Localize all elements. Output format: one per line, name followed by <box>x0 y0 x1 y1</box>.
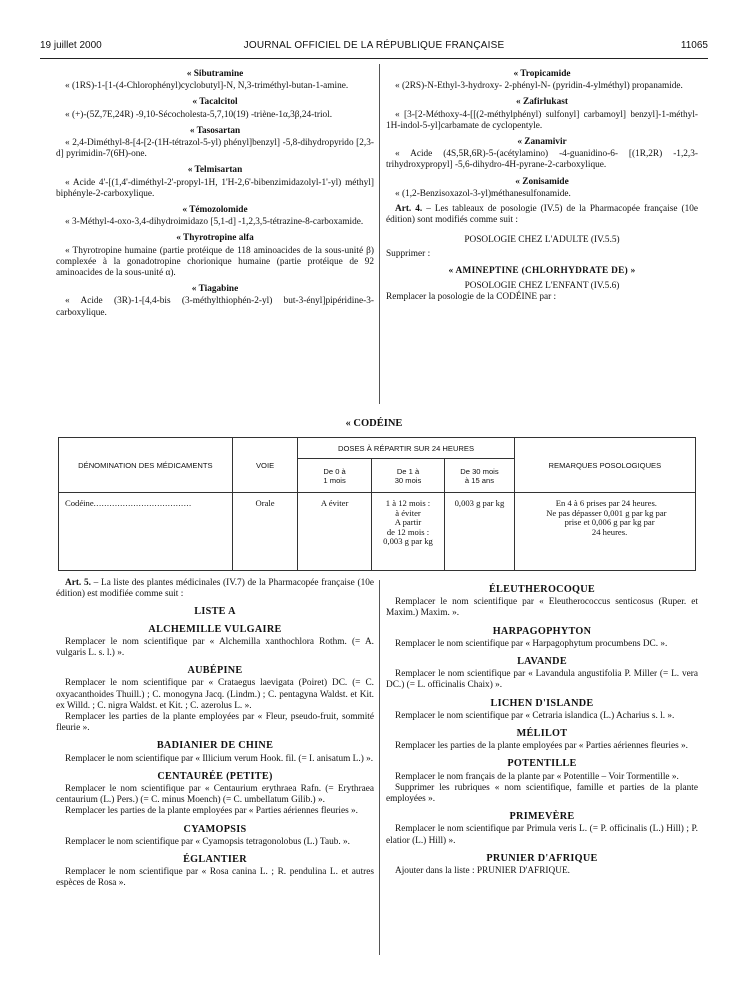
entry-title: « Témozolomide <box>182 205 248 216</box>
entry-title: « Zafirlukast <box>516 97 568 108</box>
entry-title: « Tasosartan <box>189 125 241 136</box>
th-doses: DOSES À RÉPARTIR SUR 24 HEURES <box>298 438 514 459</box>
plant-text: Ajouter dans la liste : PRUNIER D'AFRIQUE. <box>395 866 570 877</box>
plant-text: Remplacer le nom scientifique par « Illicium verum Hook. fil. (= I. anisatum L.) ». <box>65 753 374 764</box>
entry-text: « 3-Méthyl-4-oxo-3,4-dihydroimidazo [5,1-d] -1,2,3,5-tétrazine-8-carboxamide. <box>65 217 364 228</box>
entry-title: « Zanamivir <box>517 137 567 148</box>
entry-title: « Thyrotropine alfa <box>176 233 254 244</box>
plant-heading: ÉLEUTHEROCOQUE <box>488 584 596 595</box>
entry-text: « [3-[2-Méthoxy-4-[[(2-méthylphényl) sulfonyl] carbamoyl] benzyl]-1-méthyl-1H-indol-5-yl]carbamate de cyclopentyle. <box>386 109 698 131</box>
entry-text: « (1RS)-1-[1-(4-Chlorophényl)cyclobutyl]-N, N,3-triméthyl-butan-1-amine. <box>65 81 349 92</box>
art4-amineptine: « AMINEPTINE (CHLORHYDRATE DE) » <box>448 265 636 276</box>
header-rule <box>40 58 708 59</box>
plant-text: Remplacer le nom scientifique par « Rosa canina L. ; R. pendulina L. et autres espèces de Rosa ». <box>56 867 374 889</box>
top-left-column <box>56 64 374 319</box>
entry-text: « (2RS)-N-Ethyl-3-hydroxy- 2-phényl-N- (pyridin-4-ylméthyl) propanamide. <box>395 81 683 92</box>
plant-text: Remplacer les parties de la plante employées par « Fleur, pseudo-fruit, sommité fleurie ». <box>56 712 374 734</box>
page-header <box>40 40 708 56</box>
art4-remplacer: Remplacer la posologie de la CODÉINE par : <box>386 292 557 303</box>
td-denomination-text: Codéine <box>65 498 94 508</box>
entry-text: « (1,2-Benzisoxazol-3-yl)méthanesulfonamide. <box>395 188 571 199</box>
entry-title: « Sibutramine <box>186 69 244 79</box>
plant-heading: CYAMOPSIS <box>183 823 247 835</box>
th-age-0-1: De 0 à 1 mois <box>298 459 371 493</box>
entry-title: « Telmisartan <box>187 165 243 176</box>
entry-text: « (+)-(5Z,7E,24R) -9,10-Sécocholesta-5,7,10(19) -triène-1α,3β,24-triol. <box>65 109 333 120</box>
plant-heading: PRIMEVÈRE <box>509 811 575 823</box>
entry-text: « Acide (4S,5R,6R)-5-(acétylamino) -4-guanidino-6- [(1R,2R) -1,2,3-trihydroxypropyl] -5,6-dihydro-4H-pyrane-2-carboxylique. <box>386 149 698 171</box>
art4-adult-heading: POSOLOGIE CHEZ L'ADULTE (IV.5.5) <box>464 235 620 246</box>
plant-text: Remplacer le nom scientifique par « Cetraria islandica (L.) Acharius s. l. ». <box>395 710 675 721</box>
th-voie: VOIE <box>232 438 298 493</box>
column-separator-top <box>379 64 380 404</box>
th-remarques: REMARQUES POSOLOGIQUES <box>514 438 695 493</box>
plant-heading: ÉGLANTIER <box>183 854 247 866</box>
plant-text: Remplacer le nom scientifique par « Centaurium erythraea Rafn. (= Erythraea centaurium (L.) Pers.) (= C. minus Moench) (= C. umbellatum Gilib.) ». <box>56 784 374 806</box>
art4-supprimer: Supprimer : <box>386 248 431 259</box>
header-date: 19 juillet 2000 <box>40 40 102 51</box>
plant-heading: LAVANDE <box>517 656 567 668</box>
plant-heading: BADIANIER DE CHINE <box>156 740 274 752</box>
plant-heading: POTENTILLE <box>507 758 577 770</box>
entry-text: « Thyrotropine humaine (partie protéique de 118 aminoacides de la sous-unité β) complexée à la gonadotropine chorionique humaine (partie protéique de 92 aminoacides de la sous-unité α). <box>56 245 374 279</box>
liste-a-heading: LISTE A <box>194 606 236 618</box>
entry-title: « Tacalcitol <box>192 97 238 108</box>
th-age-30-15: De 30 mois à 15 ans <box>445 459 515 493</box>
plant-text: Remplacer les parties de la plante employées par « Parties aériennes fleuries ». <box>395 741 688 752</box>
td-voie: Orale <box>232 493 298 571</box>
plant-text: Remplacer le nom scientifique par « Cyamopsis tetragonolobus (L.) Taub. ». <box>65 836 350 847</box>
art5-label: Art. 5. <box>65 578 91 588</box>
plant-text: Remplacer le nom scientifique par « Alchemilla xanthochlora Rothm. (= A. vulgaris L. s. l.) ». <box>56 636 374 659</box>
td-age-1-30: 1 à 12 mois : à éviter A partir de 12 mois : 0,003 g par kg <box>371 493 444 571</box>
plant-heading: HARPAGOPHYTON <box>492 625 592 637</box>
td-age-30-15: 0,003 g par kg <box>445 493 515 571</box>
bottom-right-column <box>386 578 698 877</box>
entry-text: « 2,4-Diméthyl-8-[4-[2-(1H-tétrazol-5-yl) phényl]benzyl] -5,8-dihydropyrido [2,3-d] pyrimidin-7(6H)-one. <box>56 138 374 160</box>
plant-text: Remplacer le nom scientifique par « Lavandula angustifolia P. Miller (= L. vera DC.) (= L. officinalis Chaix) ». <box>386 669 698 691</box>
td-age-0-1: A éviter <box>298 493 371 571</box>
table-title: « CODÉINE <box>345 418 403 429</box>
plant-text: Remplacer le nom français de la plante par « Potentille – Voir Tormentille ». <box>395 771 679 782</box>
plant-text: Remplacer le nom scientifique par « Crataegus laevigata (Poiret) DC. (= C. oxyacanthoides Thuill.) ; C. monogyna Jacq. (Lindm.) ; C. pentagyna Waldst. et Kit. ex Willd. ; C. nigra Waldst. et Kit. ; C. azerolus L. ». <box>56 678 374 711</box>
entry-text: « Acide 4'-[(1,4'-diméthyl-2'-propyl-1H, 1'H-2,6'-bibenzimidazolyl-1'-yl) méthyl] biphényle-2-carboxylique. <box>56 177 374 199</box>
plant-heading: LICHEN D'ISLANDE <box>490 697 594 709</box>
plant-text: Remplacer le nom scientifique par Primula veris L. (= P. officinalis (L.) Hill) ; P. elatior (L.) Hill) ». <box>386 824 698 846</box>
art5-paragraph <box>56 578 374 600</box>
entry-text: « Acide (3R)-1-[4,4-bis (3-méthylthiophén-2-yl) but-3-ényl]pipéridine-3-carboxylique. <box>56 296 374 318</box>
header-page-number: 11065 <box>680 40 708 51</box>
entry-title: « Tropicamide <box>513 69 571 79</box>
plant-text: Supprimer les rubriques « nom scientifique, famille et parties de la plante employées ». <box>386 782 698 805</box>
art5-text: – La liste des plantes médicinales (IV.7) de la Pharmacopée française (10e édition) est modifiée comme suit : <box>56 578 374 600</box>
plant-text: Remplacer le nom scientifique par « Harpagophytum procumbens DC. ». <box>395 638 668 649</box>
plant-heading: MÉLILOT <box>516 728 568 740</box>
art4-child-heading: POSOLOGIE CHEZ L'ENFANT (IV.5.6) <box>464 281 620 292</box>
plant-heading: ALCHEMILLE VULGAIRE <box>148 623 282 635</box>
column-separator-bottom <box>379 580 380 955</box>
entry-title: « Tiagabine <box>191 284 239 295</box>
plant-heading: CENTAURÉE (PETITE) <box>157 770 273 782</box>
th-denomination: DÉNOMINATION DES MÉDICAMENTS <box>59 438 233 493</box>
plant-text: Remplacer les parties de la plante employées par « Parties aériennes fleuries ». <box>65 806 358 817</box>
header-title: JOURNAL OFFICIEL DE LA RÉPUBLIQUE FRANÇAISE <box>243 40 505 51</box>
art4-label: Art. 4. <box>395 204 423 215</box>
art4-text: – Les tableaux de posologie (IV.5) de la Pharmacopée française (10e édition) sont modifiés comme suit : <box>386 204 698 226</box>
th-age-1-30: De 1 à 30 mois <box>371 459 444 493</box>
td-denomination: Codéine..................................... <box>59 493 233 571</box>
bottom-left-column <box>56 578 374 890</box>
entry-title: « Zonisamide <box>515 176 569 187</box>
top-right-column <box>386 64 698 303</box>
plant-text: Remplacer le nom scientifique par « Eleutherococcus senticosus (Ruper. et Maxim.) Maxim. ». <box>386 597 698 619</box>
art4-paragraph <box>386 204 698 226</box>
codeine-dosage-table <box>58 437 696 571</box>
plant-heading: PRUNIER D'AFRIQUE <box>486 852 598 864</box>
plant-heading: AUBÉPINE <box>187 665 243 677</box>
table-row <box>59 493 696 571</box>
td-remarques: En 4 à 6 prises par 24 heures. Ne pas dépasser 0,001 g par kg par prise et 0,006 g par kg par 24 heures. <box>514 493 695 571</box>
